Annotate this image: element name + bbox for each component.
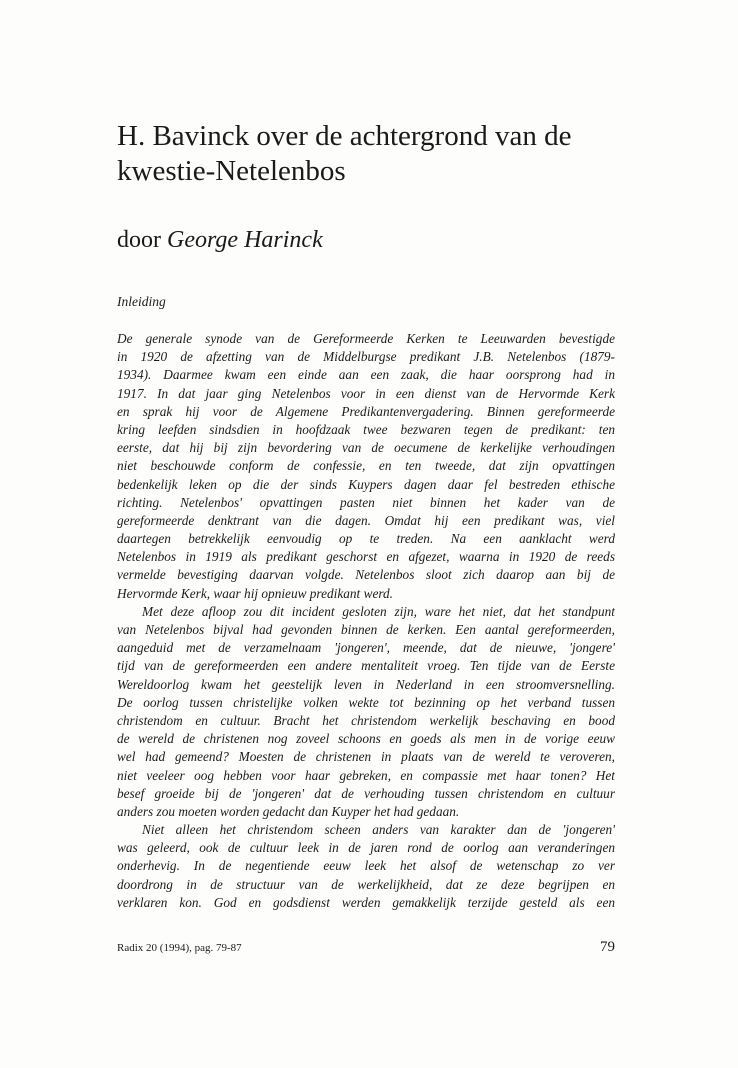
text-line: kring leefden sindsdien in hoofdzaak twee bezwaren tegen de predikant: ten [117,421,615,437]
text-line: van Netelenbos bijval had gevonden binnen de kerken. Een aantal gereformeerden, [117,622,615,637]
text-line: christendom en cultuur. Bracht het christendom werkelijk beschaving en bood [117,712,615,728]
text-line: en sprak hij voor de Algemene Predikantenvergadering. Binnen gereformeerde [117,403,615,419]
article-title-line: kwestie-Netelenbos [117,155,346,187]
text-line: besef groeide bij de 'jongeren' dat de verhouding tussen christendom en cultuur [117,785,615,801]
text-line: de wereld de christenen nog zoveel schoons en goeds als men in de vorige eeuw [117,731,615,747]
text-line: niet beschouwde conform de confessie, en ten tweede, dat zijn opvattingen [117,458,615,474]
text-line: onderhevig. In de negentiende eeuw leek het alsof de wetenschap zo ver [117,858,615,874]
page-number: 79 [600,939,615,955]
text-line: De oorlog tussen christelijke volken wekte tot bezinning op het verband tussen [117,694,615,710]
text-line: 1917. In dat jaar ging Netelenbos voor in een dienst van de Hervormde Kerk [117,385,615,401]
text-line: Met deze afloop zou dit incident gesloten zijn, ware het niet, dat het standpunt [142,603,615,619]
text-line: bedenkelijk leken op die der sinds Kuypers dagen daar fel bestreden ethische [117,476,615,492]
text-line: in 1920 de afzetting van de Middelburgse predikant J.B. Netelenbos (1879- [117,349,615,365]
text-line: niet veeleer oog hebben voor haar gebreken, en compassie met haar tonen? Het [117,767,615,783]
section-heading: Inleiding [117,294,166,309]
text-line: Wereldoorlog kwam het geestelijk leven in Nederland in een stroomversnelling. [117,676,615,692]
text-line: eerste, dat hij bij zijn bevordering van de oecumene de kerkelijke verhoudingen [117,440,615,456]
text-line: doordrong in de structuur van de werkelijkheid, dat ze deze begrijpen en [117,876,615,892]
text-line: anders zou moeten worden gedacht dan Kuyper het had gedaan. [117,803,460,819]
text-line: aangeduid met de verzamelnaam 'jongeren', meende, dat de nieuwe, 'jongere' [117,640,615,656]
text-line: wel had gemeend? Moesten de christenen in plaats van de wereld te veroveren, [117,749,615,765]
text-line: was geleerd, ook de cultuur leek in de jaren rond de oorlog aan veranderingen [117,840,615,856]
text-line: vermelde bevestiging daarvan volgde. Netelenbos sloot zich daarop aan bij de [117,567,615,583]
text-line: verklaren kon. God en godsdienst werden gemakkelijk terzijde gesteld als een [117,894,615,910]
article-title [117,119,637,189]
text-line: Netelenbos in 1919 als predikant geschorst en afgezet, waarna in 1920 de reeds [117,549,615,565]
author-name: George Harinck [167,227,323,253]
text-line: Hervormde Kerk, waar hij opnieuw predikant werd. [117,585,394,601]
text-line: richting. Netelenbos' opvattingen pasten niet binnen het kader van de [117,494,615,510]
text-line: Niet alleen het christendom scheen anders van karakter dan de 'jongeren' [142,822,615,838]
article-body [117,330,615,912]
article-title-line: H. Bavinck over de achtergrond van de [117,120,572,152]
text-line: daartegen betrekkelijk eenvoudig op te treden. Na een aanklacht werd [117,531,615,547]
byline [117,225,323,255]
text-line: 1934). Daarmee kwam een einde aan een zaak, die haar oorsprong had in [117,367,615,383]
journal-citation: Radix 20 (1994), pag. 79-87 [117,942,242,954]
byline-prefix: door [117,227,161,253]
text-line: gereformeerde denktrant van die dagen. Omdat hij een predikant was, viel [117,512,615,528]
text-line: De generale synode van de Gereformeerde Kerken te Leeuwarden bevestigde [117,331,615,346]
text-line: tijd van de gereformeerden een andere mentaliteit vroeg. Ten tijde van de Eerste [117,658,615,674]
